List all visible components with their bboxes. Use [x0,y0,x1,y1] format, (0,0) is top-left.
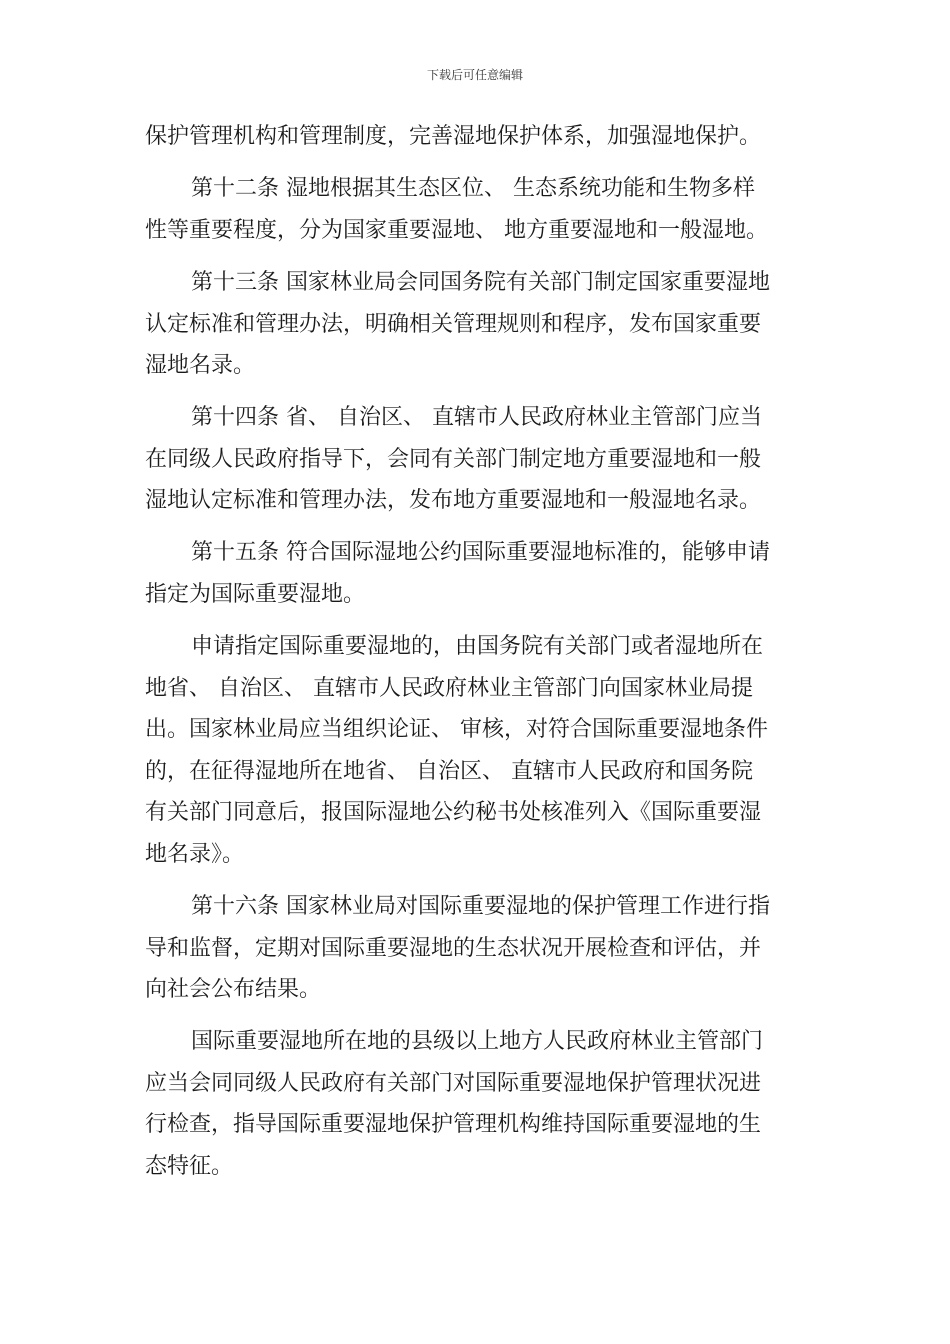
text-line: 国际重要湿地所在地的县级以上地方人民政府林业主管部门 [191,1029,764,1054]
text-line: 向社会公布结果。 [145,977,322,1002]
text-line: 第十二条 湿地根据其生态区位、 生态系统功能和生物多样 [191,176,755,201]
text-line: 第十六条 国家林业局对国际重要湿地的保护管理工作进行指 [191,894,770,919]
text-line: 地省、 自治区、 直辖市人民政府林业主管部门向国家林业局提 [145,676,753,701]
text-line: 第十五条 符合国际湿地公约国际重要湿地标准的，能够申请 [191,540,770,565]
text-line: 湿地名录。 [145,353,256,378]
text-line: 地名录》。 [145,842,245,867]
text-line: 出。国家林业局应当组织论证、 审核，对符合国际重要湿地条件 [145,717,768,742]
text-line: 导和监督，定期对国际重要湿地的生态状况开展检查和评估，并 [145,936,762,961]
text-line: 申请指定国际重要湿地的，由国务院有关部门或者湿地所在 [191,634,764,659]
text-line: 应当会同同级人民政府有关部门对国际重要湿地保护管理状况进 [145,1071,762,1096]
text-line: 的，在征得湿地所在地省、 自治区、 直辖市人民政府和国务院 [145,759,753,784]
text-line: 认定标准和管理办法，明确相关管理规则和程序，发布国家重要 [145,312,762,337]
text-line: 第十四条 省、 自治区、 直辖市人民政府林业主管部门应当 [191,405,762,430]
text-line: 湿地认定标准和管理办法，发布地方重要湿地和一般湿地名录。 [145,488,762,513]
text-line: 第十三条 国家林业局会同国务院有关部门制定国家重要湿地 [191,270,770,295]
text-line: 性等重要程度，分为国家重要湿地、 地方重要湿地和一般湿地。 [145,218,768,243]
text-line: 在同级人民政府指导下，会同有关部门制定地方重要湿地和一般 [145,447,762,472]
text-line: 指定为国际重要湿地。 [145,582,366,607]
text-line: 保护管理机构和管理制度，完善湿地保护体系，加强湿地保护。 [145,124,762,149]
text-line: 有关部门同意后，报国际湿地公约秘书处核准列入《国际重要湿 [145,800,762,825]
page-header: 下载后可任意编辑 [426,68,523,82]
text-line: 行检查，指导国际重要湿地保护管理机构维持国际重要湿地的生 [145,1112,762,1137]
text-line: 态特征。 [145,1154,234,1179]
